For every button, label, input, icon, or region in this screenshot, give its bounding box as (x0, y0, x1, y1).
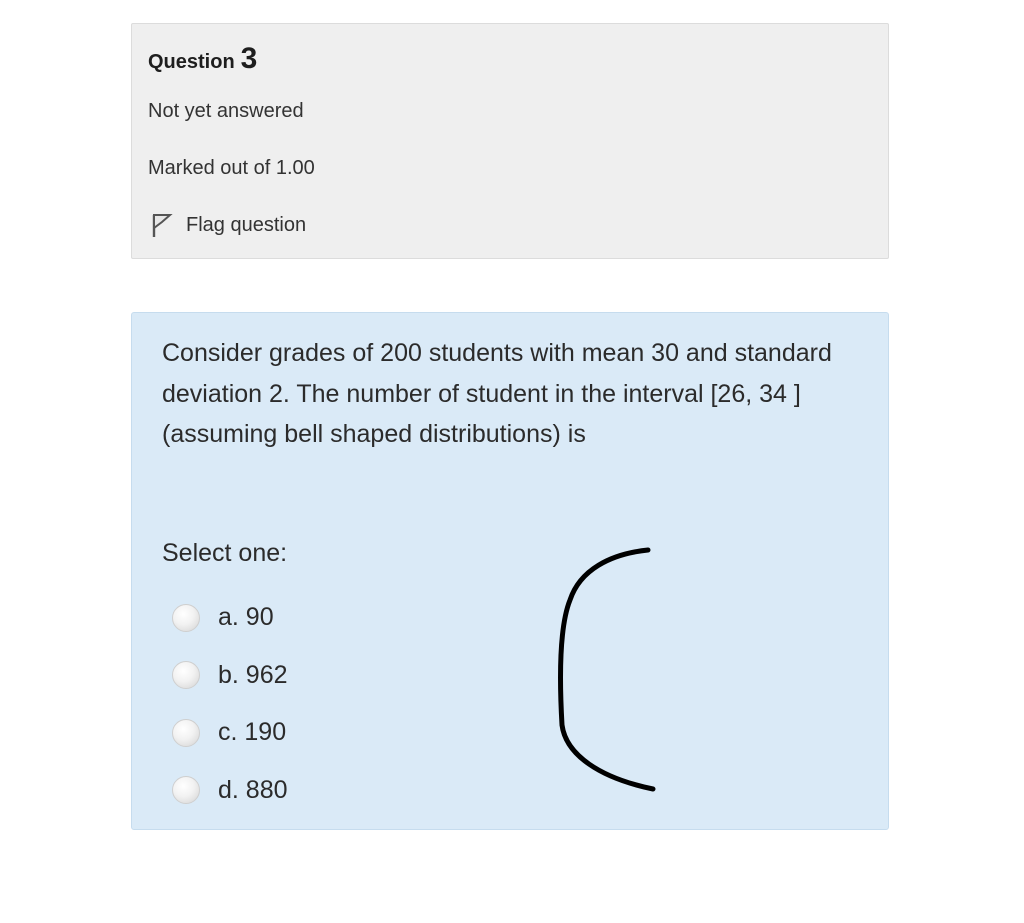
flag-question-link[interactable] (148, 212, 306, 238)
question-heading (148, 42, 257, 76)
radio-button-d[interactable] (172, 776, 200, 804)
answer-options (172, 589, 288, 819)
answer-option-a[interactable] (172, 589, 288, 647)
question-marks: Marked out of 1.00 (148, 157, 315, 179)
radio-button-c[interactable] (172, 719, 200, 747)
flag-question-label: Flag question (186, 213, 307, 236)
answer-option-label: d. 880 (218, 775, 288, 804)
handwritten-c-mark (540, 540, 670, 800)
answer-option-d[interactable] (172, 762, 288, 820)
question-number: 3 (240, 42, 258, 75)
question-text: Consider grades of 200 students with mean 30 and standard deviation 2. The number of student in the interval [26, 34 ](assuming bell shaped distributions) is (162, 339, 832, 448)
select-one-label: Select one: (162, 539, 288, 567)
radio-button-a[interactable] (172, 604, 200, 632)
answer-option-c[interactable] (172, 704, 288, 762)
question-info-panel (131, 23, 889, 259)
answer-option-label: c. 190 (218, 718, 287, 747)
flag-icon (148, 212, 174, 238)
question-status: Not yet answered (148, 100, 304, 122)
answer-option-label: b. 962 (218, 660, 288, 689)
answer-option-label: a. 90 (218, 603, 274, 632)
question-content-panel (131, 312, 889, 830)
radio-button-b[interactable] (172, 661, 200, 689)
question-title-word: Question (148, 51, 235, 73)
answer-option-b[interactable] (172, 647, 288, 705)
